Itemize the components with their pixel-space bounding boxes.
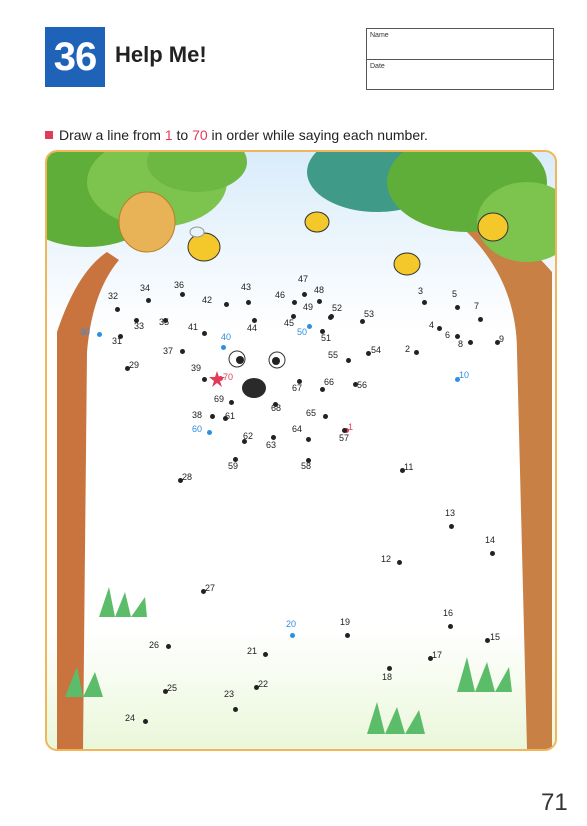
- dot-label-32: 32: [108, 291, 119, 301]
- dot-65[interactable]: [323, 414, 328, 419]
- dot-42[interactable]: [224, 302, 229, 307]
- dot-46[interactable]: [292, 300, 297, 305]
- name-field[interactable]: [367, 29, 553, 58]
- dot-label-15: 15: [490, 632, 501, 642]
- date-field[interactable]: [367, 59, 553, 89]
- dot-label-41: 41: [188, 322, 199, 332]
- dot-53[interactable]: [360, 319, 365, 324]
- dot-21[interactable]: [263, 652, 268, 657]
- dot-37[interactable]: [180, 349, 185, 354]
- dot-label-64: 64: [292, 424, 303, 434]
- dot-26[interactable]: [166, 644, 171, 649]
- dot-label-12: 12: [381, 554, 392, 564]
- dot-label-24: 24: [125, 713, 136, 723]
- dot-24[interactable]: [143, 719, 148, 724]
- dot-label-22: 22: [258, 679, 269, 689]
- dot-label-42: 42: [202, 295, 213, 305]
- dot-label-62: 62: [243, 431, 254, 441]
- beehive-icon: [119, 192, 175, 252]
- bullet-square-icon: [45, 131, 53, 139]
- dot-label-63: 63: [266, 440, 277, 450]
- dot-label-44: 44: [247, 323, 258, 333]
- dot-40[interactable]: [221, 345, 226, 350]
- dot-39[interactable]: [202, 377, 207, 382]
- instruction-middle: to: [176, 127, 189, 143]
- dot-label-52: 52: [332, 303, 343, 313]
- page-number: 71: [541, 789, 568, 816]
- dot-label-55: 55: [328, 350, 339, 360]
- dot-label-19: 19: [340, 617, 351, 627]
- dot-23[interactable]: [233, 707, 238, 712]
- name-date-box: [366, 28, 554, 90]
- name-label: Name: [370, 32, 389, 39]
- koala-nose-icon: [242, 378, 266, 398]
- dot-label-50: 50: [297, 327, 308, 337]
- dot-label-20: 20: [286, 619, 297, 629]
- dot-label-5: 5: [452, 289, 458, 299]
- dot-36[interactable]: [180, 292, 185, 297]
- dot-label-16: 16: [443, 608, 454, 618]
- dot-label-60: 60: [192, 424, 203, 434]
- dot-64[interactable]: [306, 437, 311, 442]
- dot-label-29: 29: [129, 360, 140, 370]
- dot-label-18: 18: [382, 672, 393, 682]
- dot-label-4: 4: [429, 320, 435, 330]
- scene-illustration: [47, 152, 555, 749]
- dot-label-25: 25: [167, 683, 178, 693]
- dot-to-dot-picture: [45, 150, 557, 751]
- dot-label-36: 36: [174, 280, 185, 290]
- dot-50[interactable]: [307, 324, 312, 329]
- dot-label-21: 21: [247, 646, 258, 656]
- dot-label-38: 38: [192, 410, 203, 420]
- dot-label-10: 10: [459, 370, 470, 380]
- dot-16[interactable]: [448, 624, 453, 629]
- instruction-end-number: 70: [192, 127, 208, 143]
- dot-30[interactable]: [97, 332, 102, 337]
- dot-label-2: 2: [405, 344, 411, 354]
- dot-label-40: 40: [221, 332, 232, 342]
- dot-label-37: 37: [163, 346, 174, 356]
- instruction-suffix: in order while saying each number.: [211, 127, 428, 143]
- dot-label-35: 35: [159, 317, 170, 327]
- dot-label-59: 59: [228, 461, 239, 471]
- dot-label-34: 34: [140, 283, 151, 293]
- dot-13[interactable]: [449, 524, 454, 529]
- dot-4[interactable]: [437, 326, 442, 331]
- dot-69[interactable]: [229, 400, 234, 405]
- dot-52[interactable]: [329, 314, 334, 319]
- dot-20[interactable]: [290, 633, 295, 638]
- dot-label-9: 9: [499, 334, 505, 344]
- page-title: Help Me!: [115, 42, 207, 67]
- dot-label-61: 61: [225, 411, 236, 421]
- dot-48[interactable]: [317, 299, 322, 304]
- dot-label-30: 30: [80, 327, 91, 337]
- bee-icon: [394, 253, 420, 275]
- dot-label-23: 23: [224, 689, 235, 699]
- lesson-number-badge: 36: [45, 27, 105, 87]
- dot-label-57: 57: [339, 433, 350, 443]
- dot-label-1: 1: [348, 422, 354, 432]
- dot-32[interactable]: [115, 307, 120, 312]
- koala-eyes-icon: [229, 351, 285, 368]
- dot-label-69: 69: [214, 394, 225, 404]
- dot-label-11: 11: [404, 462, 414, 472]
- dot-label-31: 31: [112, 336, 123, 346]
- dot-8[interactable]: [468, 340, 473, 345]
- instruction-prefix: Draw a line from: [59, 127, 161, 143]
- dot-label-66: 66: [324, 377, 335, 387]
- right-tree-trunk: [467, 222, 552, 749]
- dot-7[interactable]: [478, 317, 483, 322]
- dot-19[interactable]: [345, 633, 350, 638]
- dot-label-53: 53: [364, 309, 375, 319]
- dot-label-39: 39: [191, 363, 202, 373]
- dot-label-46: 46: [275, 290, 286, 300]
- dot-label-70: 70: [223, 372, 234, 382]
- dot-5[interactable]: [455, 305, 460, 310]
- dot-55[interactable]: [346, 358, 351, 363]
- date-label: Date: [370, 63, 385, 70]
- dot-label-6: 6: [445, 330, 451, 340]
- dot-label-28: 28: [182, 472, 193, 482]
- dot-label-54: 54: [371, 345, 382, 355]
- dot-18[interactable]: [387, 666, 392, 671]
- dot-label-51: 51: [321, 333, 332, 343]
- dot-14[interactable]: [490, 551, 495, 556]
- dot-label-58: 58: [301, 461, 312, 471]
- dot-60[interactable]: [207, 430, 212, 435]
- dot-label-68: 68: [271, 403, 282, 413]
- dot-label-67: 67: [292, 383, 303, 393]
- dot-34[interactable]: [146, 298, 151, 303]
- instruction-start-number: 1: [164, 127, 173, 143]
- dot-label-8: 8: [458, 339, 464, 349]
- bee-icon: [305, 212, 329, 232]
- instruction-text: [45, 127, 428, 143]
- dot-66[interactable]: [320, 387, 325, 392]
- dot-2[interactable]: [414, 350, 419, 355]
- dot-47[interactable]: [302, 292, 307, 297]
- bee-icon: [478, 213, 508, 241]
- dot-3[interactable]: [422, 300, 427, 305]
- dot-label-27: 27: [205, 583, 216, 593]
- dot-label-47: 47: [298, 274, 309, 284]
- dot-label-43: 43: [241, 282, 252, 292]
- dot-43[interactable]: [246, 300, 251, 305]
- dot-label-49: 49: [303, 302, 314, 312]
- dot-label-14: 14: [485, 535, 496, 545]
- dot-label-48: 48: [314, 285, 325, 295]
- dot-label-13: 13: [445, 508, 456, 518]
- dot-label-17: 17: [432, 650, 443, 660]
- dot-label-33: 33: [134, 321, 145, 331]
- dot-label-7: 7: [474, 301, 480, 311]
- dot-label-3: 3: [418, 286, 424, 296]
- dot-label-45: 45: [284, 318, 295, 328]
- dot-38[interactable]: [210, 414, 215, 419]
- dot-label-26: 26: [149, 640, 160, 650]
- dot-12[interactable]: [397, 560, 402, 565]
- dot-label-65: 65: [306, 408, 317, 418]
- dot-label-56: 56: [357, 380, 368, 390]
- dot-41[interactable]: [202, 331, 207, 336]
- bee-icon: [188, 227, 220, 261]
